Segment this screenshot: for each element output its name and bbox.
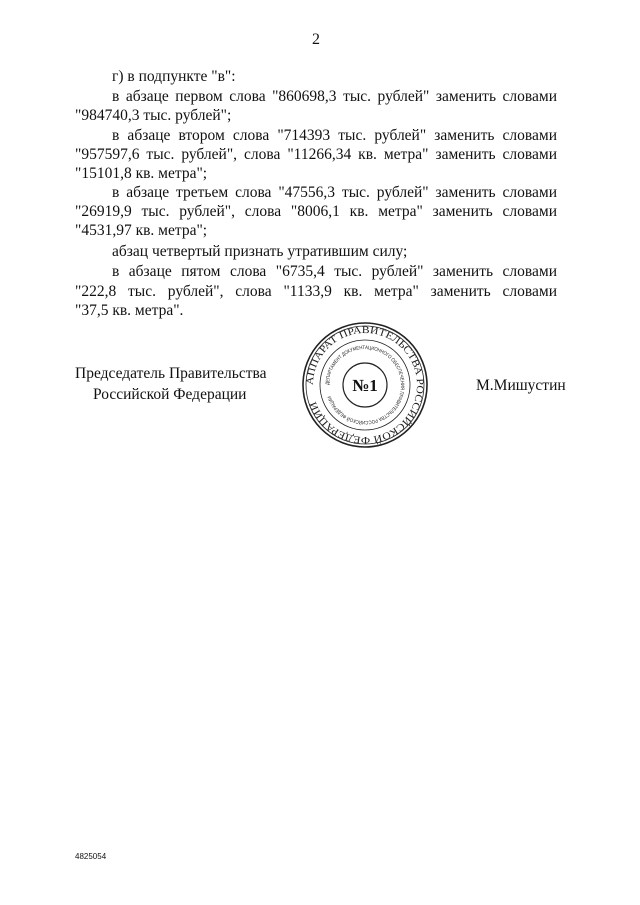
body-line: "222,8 тыс. рублей", слова "1133,9 кв. метра" заменить словами [75, 283, 557, 300]
seal-number: №1 [352, 376, 378, 395]
document-number: 4825054 [75, 852, 107, 861]
seal-inner-text: ДЕПАРТАМЕНТ ДОКУМЕНТАЦИОННОГО ОБЕСПЕЧЕНИЯ ПРАВИТЕЛЬСТВА РОССИЙСКОЙ ФЕДЕРАЦИИ [324, 344, 406, 426]
signatory-name: М.Мишустин [476, 377, 566, 394]
signatory-title-line1: Председатель Правительства [75, 365, 267, 382]
body-line: в абзаце первом слова "860698,3 тыс. рублей" заменить словами [112, 88, 557, 105]
page-number: 2 [312, 31, 320, 48]
body-line: "4531,97 кв. метра"; [75, 222, 208, 239]
signatory-title-line2: Российской Федерации [93, 386, 247, 403]
seal-outer-text: АППАРАТ ПРАВИТЕЛЬСТВА РОССИЙСКОЙ ФЕДЕРАЦИИ [304, 324, 426, 446]
body-line: в абзаце втором слова "714393 тыс. рублей" заменить словами [112, 127, 557, 144]
body-line: "957597,6 тыс. рублей", слова "11266,34 кв. метра" заменить словами [75, 146, 557, 163]
body-line: в абзаце третьем слова "47556,3 тыс. рублей" заменить словами [112, 184, 557, 201]
body-line: г) в подпункте "в": [112, 68, 236, 85]
body-line: в абзаце пятом слова "6735,4 тыс. рублей" заменить словами [112, 263, 557, 280]
official-seal [300, 320, 430, 450]
body-line: "984740,3 тыс. рублей"; [75, 107, 232, 124]
body-line: "26919,9 тыс. рублей", слова "8006,1 кв. метра" заменить словами [75, 203, 557, 220]
body-line: абзац четвертый признать утратившим силу; [112, 243, 408, 260]
body-line: "37,5 кв. метра". [75, 302, 184, 319]
body-line: "15101,8 кв. метра"; [75, 165, 208, 182]
